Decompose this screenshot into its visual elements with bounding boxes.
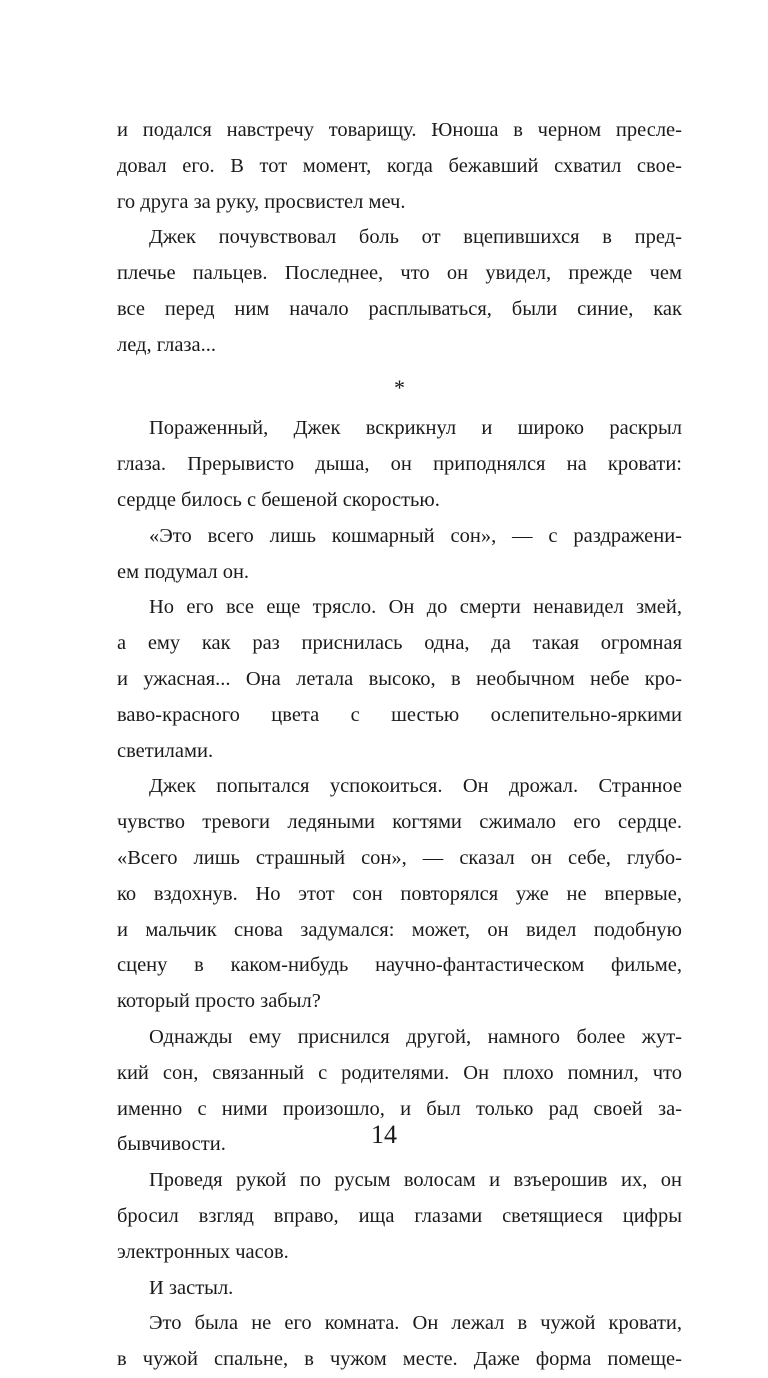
text-line: сцену в каком-нибудь научно-фантастическом фильме, — [117, 954, 682, 977]
paragraph — [117, 1163, 682, 1270]
paragraph — [117, 769, 682, 1020]
text-line: ваво-красного цвета с шестью ослепительно-яркими — [117, 703, 682, 726]
text-line: Пораженный, Джек вскрикнул и широко раскрыл — [149, 417, 682, 440]
text-line: и подался навстречу товарищу. Юноша в черном пресле- — [117, 119, 682, 141]
paragraph — [117, 1271, 682, 1307]
text-line: Проведя рукой по русым волосам и взъерошив их, он — [149, 1169, 682, 1192]
text-line: лед, глаза... — [117, 333, 217, 356]
text-line: Джек почувствовал боль от вцепившихся в пред- — [149, 226, 682, 249]
section-separator: * — [394, 374, 405, 400]
text-line: светилами. — [117, 739, 214, 762]
text-line: плечье пальцев. Последнее, что он увидел, прежде чем — [117, 262, 682, 285]
text-line: довал его. В тот момент, когда бежавший схватил свое- — [117, 154, 682, 177]
text-line: И застыл. — [149, 1276, 234, 1299]
text-line: кий сон, связанный с родителями. Он плохо помнил, что — [117, 1061, 682, 1084]
paragraph — [117, 1306, 682, 1378]
text-line: все перед ним начало расплываться, были синие, как — [117, 297, 682, 320]
text-line: Это была не его комната. Он лежал в чужой кровати, — [149, 1312, 682, 1335]
page-number: 14 — [371, 1120, 397, 1149]
paragraph — [117, 220, 682, 363]
text-line: Но его все еще трясло. Он до смерти ненавидел змей, — [149, 596, 682, 619]
paragraph — [117, 411, 682, 518]
text-line: чувство тревоги ледяными когтями сжимало его сердце. — [117, 811, 682, 834]
text-line: го друга за руку, просвистел меч. — [117, 190, 406, 213]
text-line: Джек попытался успокоиться. Он дрожал. Странное — [149, 775, 682, 798]
text-line: «Всего лишь страшный сон», — сказал он себе, глубо- — [117, 846, 682, 869]
text-line: ем подумал он. — [117, 560, 250, 583]
text-line: именно с ними произошло, и был только рад своей за- — [117, 1097, 682, 1120]
paragraph — [117, 113, 682, 220]
text-line: и ужасная... Она летала высоко, в необычном небе кро- — [117, 667, 682, 690]
text-line: Однажды ему приснился другой, намного более жут- — [149, 1025, 682, 1048]
text-line: ко вздохнув. Но этот сон повторялся уже не впервые, — [117, 882, 682, 905]
text-line: а ему как раз приснилась одна, да такая огромная — [117, 632, 682, 655]
text-line: в чужой спальне, в чужом месте. Даже форма помеще- — [117, 1348, 682, 1371]
text-line: «Это всего лишь кошмарный сон», — с раздражени- — [149, 524, 682, 547]
paragraph — [117, 590, 682, 769]
text-line: электронных часов. — [117, 1240, 289, 1263]
text-line: который просто забыл? — [117, 990, 321, 1013]
paragraph — [117, 519, 682, 591]
body-text — [117, 113, 682, 1378]
text-line: и мальчик снова задумался: может, он видел подобную — [117, 918, 682, 941]
text-line: глаза. Прерывисто дыша, он приподнялся на кровати: — [117, 453, 682, 476]
text-line: бросил взгляд вправо, ища глазами светящиеся цифры — [117, 1204, 682, 1227]
text-line: бывчивости. — [117, 1133, 226, 1156]
text-line: сердце билось с бешеной скоростью. — [117, 488, 440, 511]
